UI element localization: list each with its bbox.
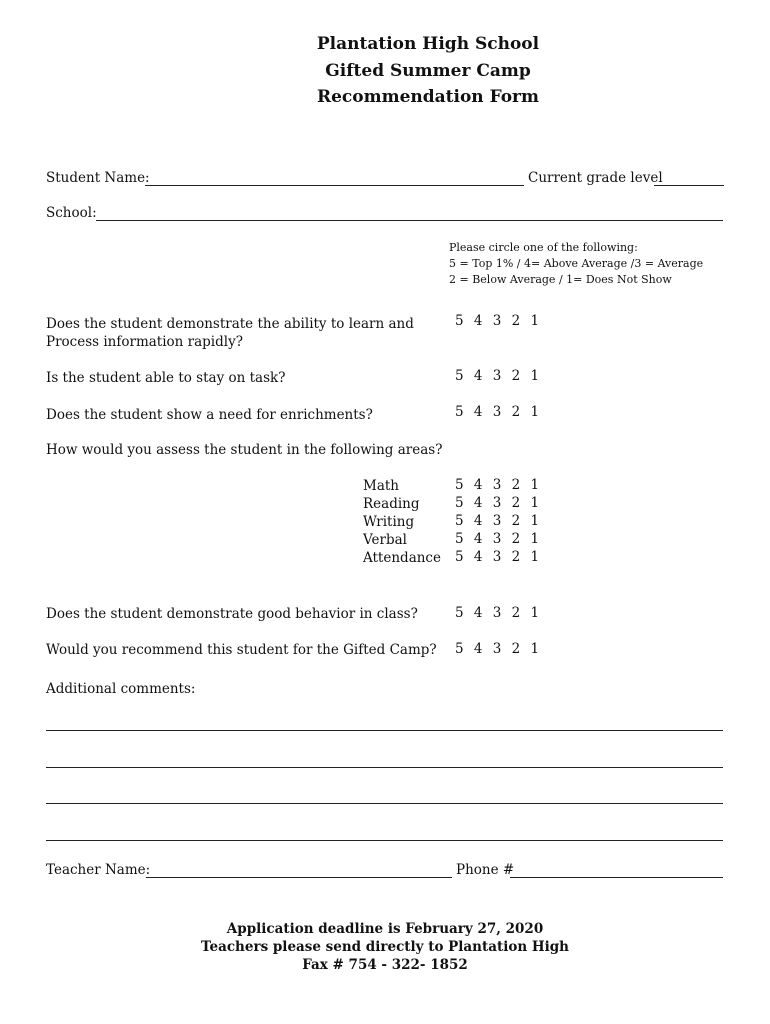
send-instructions: Teachers please send directly to Plantation High: [201, 939, 569, 955]
question-learn-rapidly-line-1: Does the student demonstrate the ability to learn and: [46, 316, 414, 332]
rating-scale-good-behavior[interactable]: 5 4 3 2 1: [455, 605, 540, 621]
instructions-line-1: Please circle one of the following:: [449, 241, 638, 254]
student-name-field[interactable]: [145, 185, 524, 186]
area-label-math: Math: [363, 478, 399, 494]
rating-scale-reading[interactable]: 5 4 3 2 1: [455, 495, 540, 511]
question-good-behavior: Does the student demonstrate good behavior in class?: [46, 606, 418, 622]
grade-level-label: Current grade level: [528, 170, 663, 186]
question-learn-rapidly-line-2: Process information rapidly?: [46, 334, 243, 350]
question-stay-on-task: Is the student able to stay on task?: [46, 370, 286, 386]
instructions-line-2: 5 = Top 1% / 4= Above Average /3 = Average: [449, 257, 704, 270]
comment-line-3[interactable]: [46, 803, 723, 804]
area-label-verbal: Verbal: [363, 532, 407, 548]
additional-comments-label: Additional comments:: [46, 681, 196, 697]
phone-field[interactable]: [510, 877, 723, 878]
comment-line-4[interactable]: [46, 840, 723, 841]
question-assess-areas: How would you assess the student in the following areas?: [46, 442, 443, 458]
form-title-program: Gifted Summer Camp: [325, 61, 531, 81]
school-label: School:: [46, 205, 97, 221]
rating-scale-need-enrichments[interactable]: 5 4 3 2 1: [455, 404, 540, 420]
question-need-enrichments: Does the student show a need for enrichments?: [46, 407, 373, 423]
teacher-name-field[interactable]: [146, 877, 452, 878]
fax-number: Fax # 754 - 322- 1852: [302, 957, 468, 973]
rating-scale-writing[interactable]: 5 4 3 2 1: [455, 513, 540, 529]
area-label-writing: Writing: [363, 514, 415, 530]
area-label-attendance: Attendance: [363, 550, 441, 566]
area-label-reading: Reading: [363, 496, 420, 512]
rating-scale-verbal[interactable]: 5 4 3 2 1: [455, 531, 540, 547]
rating-scale-learn-rapidly[interactable]: 5 4 3 2 1: [455, 313, 540, 329]
school-field[interactable]: [96, 220, 723, 221]
comment-line-1[interactable]: [46, 730, 723, 731]
comment-line-2[interactable]: [46, 767, 723, 768]
rating-scale-attendance[interactable]: 5 4 3 2 1: [455, 549, 540, 565]
rating-scale-stay-on-task[interactable]: 5 4 3 2 1: [455, 368, 540, 384]
deadline-notice: Application deadline is February 27, 2020: [226, 921, 544, 937]
question-recommend-camp: Would you recommend this student for the Gifted Camp?: [46, 642, 437, 658]
rating-scale-math[interactable]: 5 4 3 2 1: [455, 477, 540, 493]
student-name-label: Student Name:: [46, 170, 150, 186]
form-title-form: Recommendation Form: [316, 87, 540, 107]
teacher-name-label: Teacher Name:: [46, 862, 151, 878]
rating-scale-recommend-camp[interactable]: 5 4 3 2 1: [455, 641, 540, 657]
grade-level-field[interactable]: [654, 185, 724, 186]
phone-label: Phone #: [456, 862, 515, 878]
form-title-school: Plantation High School: [316, 34, 540, 54]
instructions-line-3: 2 = Below Average / 1= Does Not Show: [449, 273, 672, 286]
